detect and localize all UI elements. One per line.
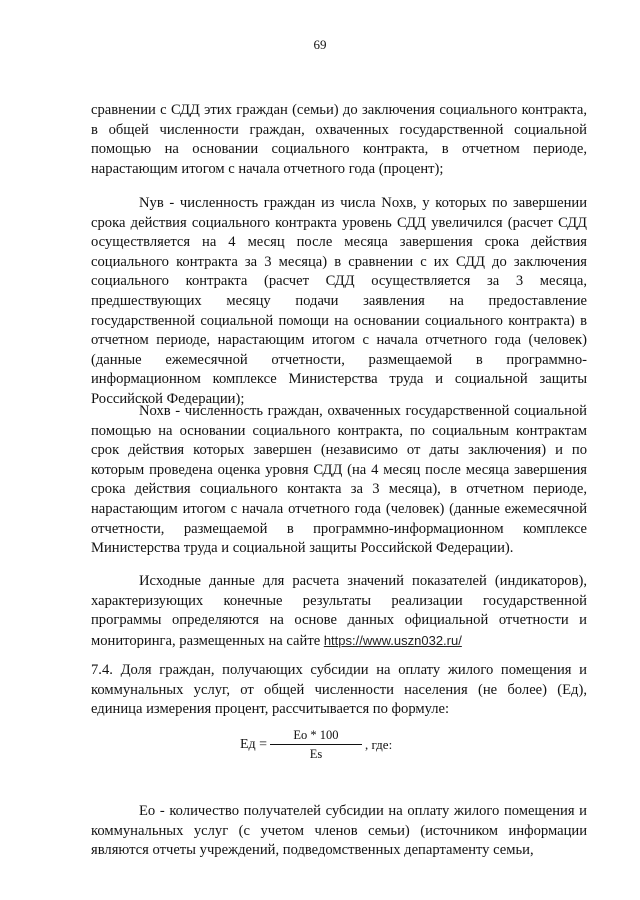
formula [0, 727, 640, 767]
formula-numerator: Ео * 100 [293, 728, 339, 742]
paragraph-7-4: 7.4. Доля граждан, получающих субсидии на оплату жилого помещения и коммунальных услуг, от общей численности населения (не более) (Ед), единица измерения процент, рассчитывается по формуле: [91, 662, 587, 718]
page-number: 69 [313, 37, 327, 52]
fraction-bar [270, 744, 362, 745]
source-site-link[interactable]: https://www.uszn032.ru/ [323, 632, 462, 648]
formula-lhs: Ед = [240, 737, 268, 752]
paragraph-eo: Ео - количество получателей субсидии на оплату жилого помещения и коммунальных услуг (с учетом членов семьи) (источником информации являются отчеты учреждений, подведомственных департаменту семьи, [91, 803, 587, 859]
paragraph-nuv: Nув - численность граждан из числа Nохв, у которых по завершении срока действия социального контракта уровень СДД увеличился (расчет СДД осуществляется на 4 месяц после месяца завершения срока действия социального контракта за 3 месяца) в сравнении с их СДД до заключения социального контракта (расчет СДД осуществляется за 3 месяца, предшествующих месяцу подачи заявления на предоставление государственной социальной помощи на основании социального контракта) в отчетном периоде, нарастающим итогом с начала отчетного года (человек) (данные ежемесячной отчетности, размещаемой в программно-информационном комплексе Министерства труда и социальной защиты Российской Федерации); [91, 195, 587, 407]
formula-where: , где: [365, 737, 393, 752]
source-data-text: Исходные данные для расчета значений показателей (индикаторов), характеризующих конечные результаты реализации государственной программы определяются на основе данных официальной отчетности и мониторинга, размещенных на сайте [91, 573, 587, 649]
paragraph-1: сравнении с СДД этих граждан (семьи) до заключения социального контракта, в общей численности граждан, охваченных государственной социальной помощью на основании социального контракта, в отчетном периоде, нарастающим итогом с начала отчетного года (процент); [91, 102, 587, 177]
formula-fraction [270, 727, 362, 762]
paragraph-nohv: Nохв - численность граждан, охваченных государственной социальной помощью на основании социального контракта, по социальным контрактам срок действия которых завершен (независимо от даты заключения) и по которым проведена оценка уровня СДД (на 4 месяц после месяца завершения срока действия социального контакта за 3 месяца), в отчетном периоде, нарастающим итогом с начала отчетного года (человек) (данные ежемесячной отчетности, размещаемой в программно-информационном комплексе Министерства труда и социальной защиты Российской Федерации). [91, 403, 587, 557]
paragraph-source-data [91, 572, 587, 651]
formula-denominator: Es [309, 747, 323, 761]
